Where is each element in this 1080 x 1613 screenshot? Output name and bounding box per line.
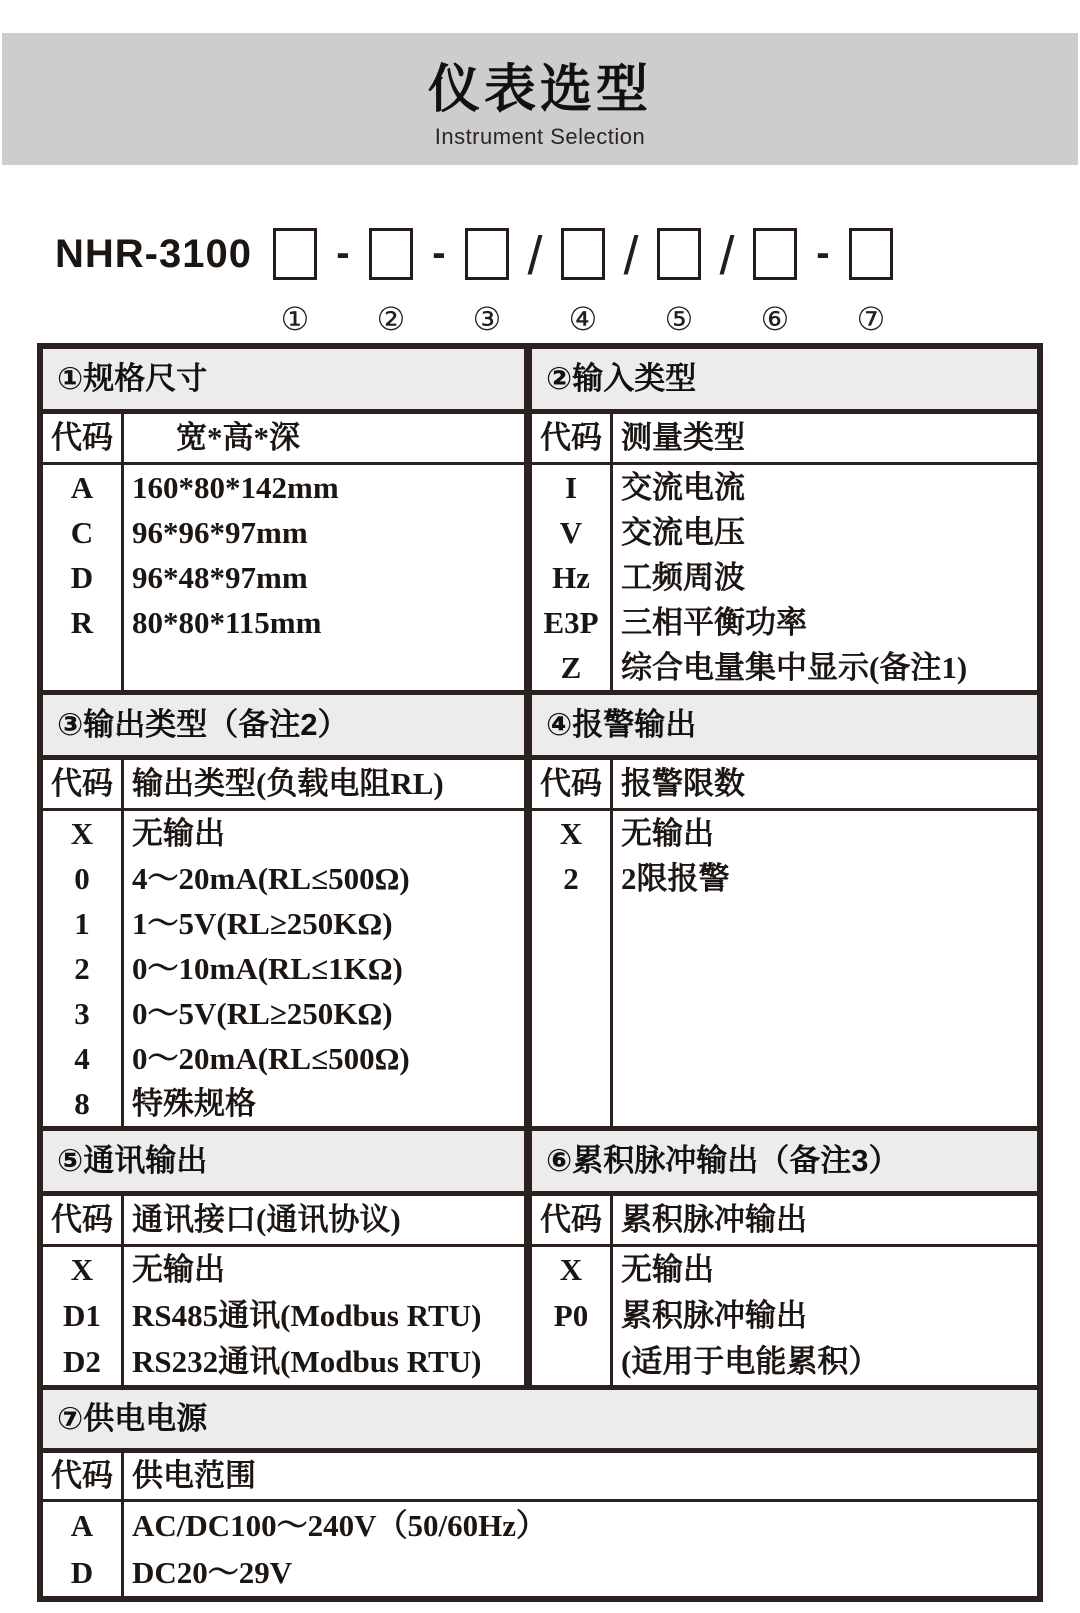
code-column <box>43 1247 124 1385</box>
desc-column <box>124 1247 524 1385</box>
code-cell: D <box>70 560 94 595</box>
section-6-subheader <box>532 1196 1037 1247</box>
model-prefix: NHR-3100 <box>55 232 252 276</box>
desc-column-header: 报警限数 <box>621 766 745 801</box>
desc-cell: 4～20mA(RL≤500Ω) <box>132 861 410 896</box>
desc-cell: 96*48*97mm <box>132 560 308 595</box>
code-column-header: 代码 <box>43 1196 124 1244</box>
section-3-title: ③输出类型（备注2） <box>43 695 524 760</box>
separator-dash-1: - <box>336 231 350 275</box>
model-box-4 <box>561 228 605 280</box>
section-4-title: ④报警输出 <box>532 695 1037 760</box>
code-cell: 0 <box>74 861 90 896</box>
position-number-4: ④ <box>568 301 598 337</box>
section-5-subheader <box>43 1196 524 1247</box>
code-cell: 1 <box>74 906 90 941</box>
code-cell: 8 <box>74 1086 90 1121</box>
model-slot-6 <box>752 228 798 336</box>
code-cell: X <box>70 1252 94 1287</box>
header-bar <box>2 33 1078 165</box>
desc-cell: 无输出 <box>132 816 225 851</box>
section-3-body <box>43 811 524 1126</box>
code-cell: E3P <box>543 605 599 640</box>
section-3 <box>43 695 524 1126</box>
desc-cell: 0～20mA(RL≤500Ω) <box>132 1041 410 1076</box>
code-column-header: 代码 <box>532 414 613 462</box>
desc-column-header: 测量类型 <box>621 420 745 455</box>
model-slot-3 <box>464 228 510 336</box>
desc-column-header: 累积脉冲输出 <box>621 1202 807 1237</box>
model-slot-5 <box>656 228 702 336</box>
code-column <box>43 1502 124 1596</box>
desc-cell: 特殊规格 <box>132 1086 256 1121</box>
section-3-subheader <box>43 760 524 811</box>
desc-cell: DC20～29V <box>132 1555 293 1590</box>
desc-cell: 无输出 <box>621 816 714 851</box>
code-cell: 2 <box>74 951 90 986</box>
table-block-1-2 <box>43 349 1037 695</box>
desc-column <box>124 1502 1037 1596</box>
model-box-1 <box>273 228 317 280</box>
model-box-2 <box>369 228 413 280</box>
separator-dash-2: - <box>432 231 446 275</box>
section-5-body <box>43 1247 524 1385</box>
desc-column <box>613 465 1037 690</box>
desc-cell: 0～5V(RL≥250KΩ) <box>132 996 393 1031</box>
position-number-2: ② <box>376 301 406 337</box>
desc-cell: 三相平衡功率 <box>621 605 807 640</box>
code-column <box>43 465 124 690</box>
code-column-header: 代码 <box>532 1196 613 1244</box>
desc-column <box>124 465 524 690</box>
model-code-line <box>55 228 894 336</box>
section-7-body <box>43 1502 1037 1596</box>
selection-table <box>37 343 1043 1602</box>
center-divider <box>524 349 532 690</box>
section-1-body <box>43 465 524 690</box>
model-slot-7 <box>848 228 894 336</box>
model-slot-1 <box>272 228 318 336</box>
section-5 <box>43 1131 524 1385</box>
desc-cell: 交流电压 <box>621 515 745 550</box>
code-column-header: 代码 <box>43 1453 124 1499</box>
code-cell: Z <box>560 650 582 685</box>
position-number-6: ⑥ <box>760 301 790 337</box>
code-cell: D1 <box>63 1298 101 1333</box>
code-cell: R <box>70 605 94 640</box>
code-column <box>532 1247 613 1385</box>
desc-column <box>613 1247 1037 1385</box>
desc-cell: 1～5V(RL≥250KΩ) <box>132 906 393 941</box>
code-cell: X <box>70 816 94 851</box>
desc-cell: 工频周波 <box>621 560 745 595</box>
code-cell: D2 <box>63 1344 101 1379</box>
model-slot-2 <box>368 228 414 336</box>
desc-cell: RS232通讯(Modbus RTU) <box>132 1344 482 1379</box>
code-column-header: 代码 <box>532 760 613 808</box>
center-divider <box>524 1131 532 1385</box>
desc-cell: 综合电量集中显示(备注1) <box>621 650 968 685</box>
section-2-subheader <box>532 414 1037 465</box>
code-cell: P0 <box>553 1298 589 1333</box>
model-box-6 <box>753 228 797 280</box>
code-cell: C <box>70 515 94 550</box>
code-column <box>532 465 613 690</box>
desc-cell: 交流电流 <box>621 470 745 505</box>
separator-slash-2: / <box>623 226 639 286</box>
section-7 <box>43 1390 1037 1596</box>
section-6-body <box>532 1247 1037 1385</box>
code-cell: 3 <box>74 996 90 1031</box>
code-cell: V <box>559 515 583 550</box>
desc-column <box>124 811 524 1126</box>
table-block-3-4 <box>43 695 1037 1131</box>
page-title: 仪表选型 <box>427 61 652 119</box>
section-2-body <box>532 465 1037 690</box>
code-cell: A <box>70 470 94 505</box>
page-subtitle: Instrument Selection <box>434 124 646 149</box>
table-block-5-6 <box>43 1131 1037 1390</box>
position-number-5: ⑤ <box>664 301 694 337</box>
position-number-3: ③ <box>472 301 502 337</box>
separator-slash-3: / <box>719 226 735 286</box>
desc-column-header: 供电范围 <box>132 1458 256 1493</box>
code-cell: X <box>559 1252 583 1287</box>
separator-dash-3: - <box>816 231 830 275</box>
desc-cell: (适用于电能累积） <box>621 1344 880 1379</box>
section-1 <box>43 349 524 690</box>
desc-cell: 160*80*142mm <box>132 470 339 505</box>
section-1-subheader <box>43 414 524 465</box>
separator-slash-1: / <box>527 226 543 286</box>
section-6 <box>532 1131 1037 1385</box>
section-7-subheader <box>43 1453 1037 1502</box>
code-cell: X <box>559 816 583 851</box>
section-2 <box>532 349 1037 690</box>
desc-cell: 96*96*97mm <box>132 515 308 550</box>
code-column <box>43 811 124 1126</box>
desc-cell: 无输出 <box>621 1252 714 1287</box>
section-4 <box>532 695 1037 1126</box>
code-column-header: 代码 <box>43 760 124 808</box>
position-number-1: ① <box>280 301 310 337</box>
code-column <box>532 811 613 1126</box>
desc-cell: 累积脉冲输出 <box>621 1298 807 1333</box>
section-4-body <box>532 811 1037 1126</box>
section-1-title: ①规格尺寸 <box>43 349 524 414</box>
code-cell: 2 <box>563 861 579 896</box>
table-block-7 <box>43 1390 1037 1596</box>
desc-column-header: 通讯接口(通讯协议) <box>132 1202 401 1237</box>
desc-column-header: 输出类型(负载电阻RL) <box>132 766 444 801</box>
section-5-title: ⑤通讯输出 <box>43 1131 524 1196</box>
model-box-7 <box>849 228 893 280</box>
desc-column-header: 宽*高*深 <box>176 420 300 455</box>
code-cell: 4 <box>74 1041 90 1076</box>
desc-cell: 0～10mA(RL≤1KΩ) <box>132 951 403 986</box>
desc-cell: 无输出 <box>132 1252 225 1287</box>
code-cell: I <box>564 470 578 505</box>
desc-column <box>613 811 1037 1126</box>
section-7-title: ⑦供电电源 <box>43 1390 1037 1453</box>
code-cell: D <box>70 1555 94 1590</box>
model-box-3 <box>465 228 509 280</box>
desc-cell: 2限报警 <box>621 861 730 896</box>
code-cell: A <box>70 1508 94 1543</box>
code-cell <box>532 1339 610 1385</box>
model-slot-4 <box>560 228 606 336</box>
section-2-title: ②输入类型 <box>532 349 1037 414</box>
section-6-title: ⑥累积脉冲输出（备注3） <box>532 1131 1037 1196</box>
model-box-5 <box>657 228 701 280</box>
desc-cell: RS485通讯(Modbus RTU) <box>132 1298 482 1333</box>
desc-cell: 80*80*115mm <box>132 605 322 640</box>
position-number-7: ⑦ <box>856 301 886 337</box>
code-column-header: 代码 <box>43 414 124 462</box>
desc-cell: AC/DC100～240V（50/60Hz） <box>132 1508 548 1543</box>
center-divider <box>524 695 532 1126</box>
section-4-subheader <box>532 760 1037 811</box>
code-cell: Hz <box>552 560 590 595</box>
